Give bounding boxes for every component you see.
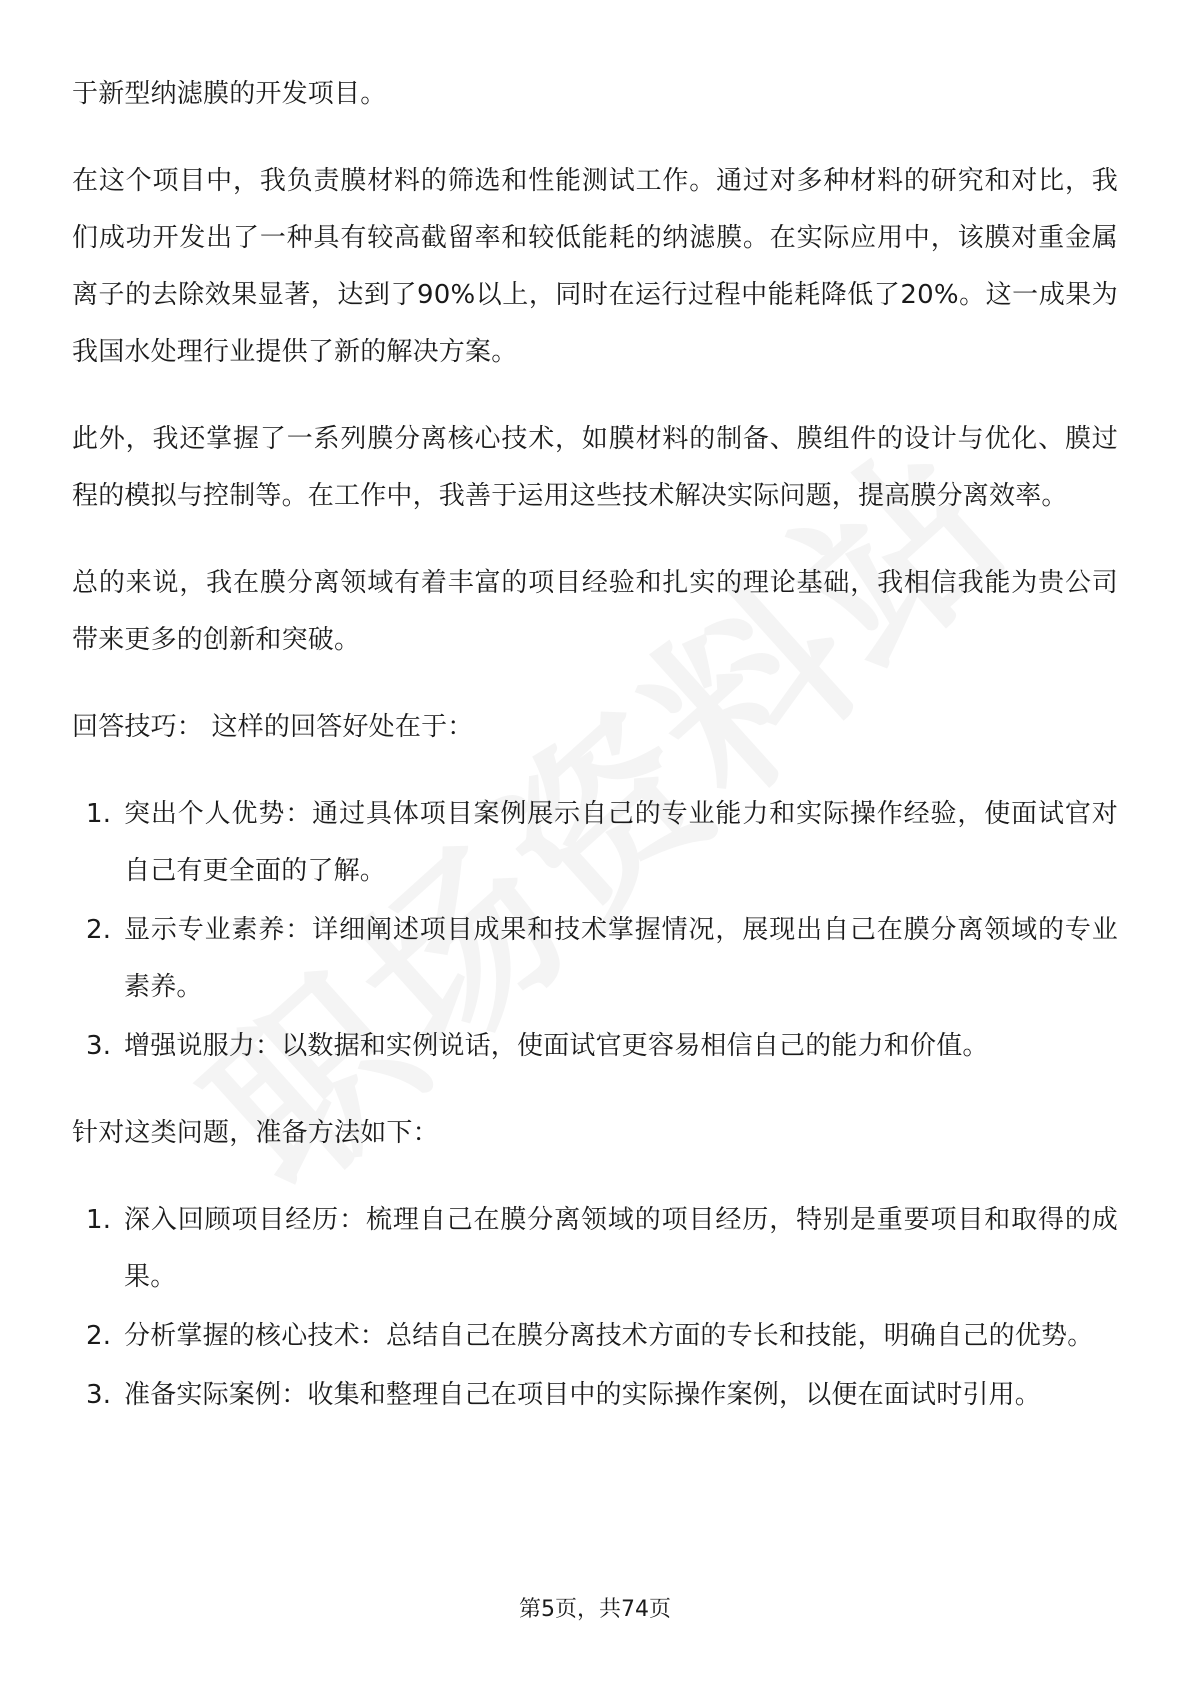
list-number: 1. [86, 799, 112, 829]
list-item [72, 1192, 1118, 1306]
paragraph: 总的来说，我在膜分离领域有着丰富的项目经验和扎实的理论基础，我相信我能为贵公司带来更多的创新和突破。 [72, 568, 1118, 655]
list-item-text: 显示专业素养：详细阐述项目成果和技术掌握情况，展现出自己在膜分离领域的专业素养。 [124, 915, 1118, 1002]
list-item-text: 突出个人优势：通过具体项目案例展示自己的专业能力和实际操作经验，使面试官对自己有更全面的了解。 [124, 799, 1118, 886]
answer-tips-heading: 回答技巧： 这样的回答好处在于： [72, 712, 474, 742]
list-number: 3. [86, 1031, 112, 1061]
list-item [72, 902, 1118, 1016]
list-number: 3. [86, 1380, 112, 1410]
list-number: 2. [86, 915, 112, 945]
list-item [72, 1367, 1118, 1424]
list-item-text: 准备实际案例：收集和整理自己在项目中的实际操作案例，以便在面试时引用。 [124, 1380, 1042, 1410]
paragraph: 此外，我还掌握了一系列膜分离核心技术，如膜材料的制备、膜组件的设计与优化、膜过程的模拟与控制等。在工作中，我善于运用这些技术解决实际问题，提高膜分离效率。 [72, 424, 1118, 511]
preparation-list [72, 1192, 1118, 1424]
list-item [72, 786, 1118, 900]
list-item-text: 分析掌握的核心技术：总结自己在膜分离技术方面的专长和技能，明确自己的优势。 [124, 1321, 1094, 1351]
paragraph: 于新型纳滤膜的开发项目。 [72, 79, 387, 109]
list-item-text: 增强说服力：以数据和实例说话，使面试官更容易相信自己的能力和价值。 [124, 1031, 989, 1061]
list-item [72, 1308, 1118, 1365]
list-number: 2. [86, 1321, 112, 1351]
list-item-text: 深入回顾项目经历：梳理自己在膜分离领域的项目经历，特别是重要项目和取得的成果。 [124, 1205, 1118, 1292]
list-number: 1. [86, 1205, 112, 1235]
paragraph: 在这个项目中，我负责膜材料的筛选和性能测试工作。通过对多种材料的研究和对比，我们成功开发出了一种具有较高截留率和较低能耗的纳滤膜。在实际应用中，该膜对重金属离子的去除效果显著，达到了90%以上，同时在运行过程中能耗降低了20%。这一成果为我国水处理行业提供了新的解决方案。 [72, 166, 1118, 367]
page-footer: 第5页，共74页 [519, 1597, 671, 1622]
list-item [72, 1018, 1118, 1075]
preparation-heading: 针对这类问题，准备方法如下： [72, 1118, 439, 1148]
answer-tips-list [72, 786, 1118, 1075]
document-body [72, 66, 1118, 1454]
